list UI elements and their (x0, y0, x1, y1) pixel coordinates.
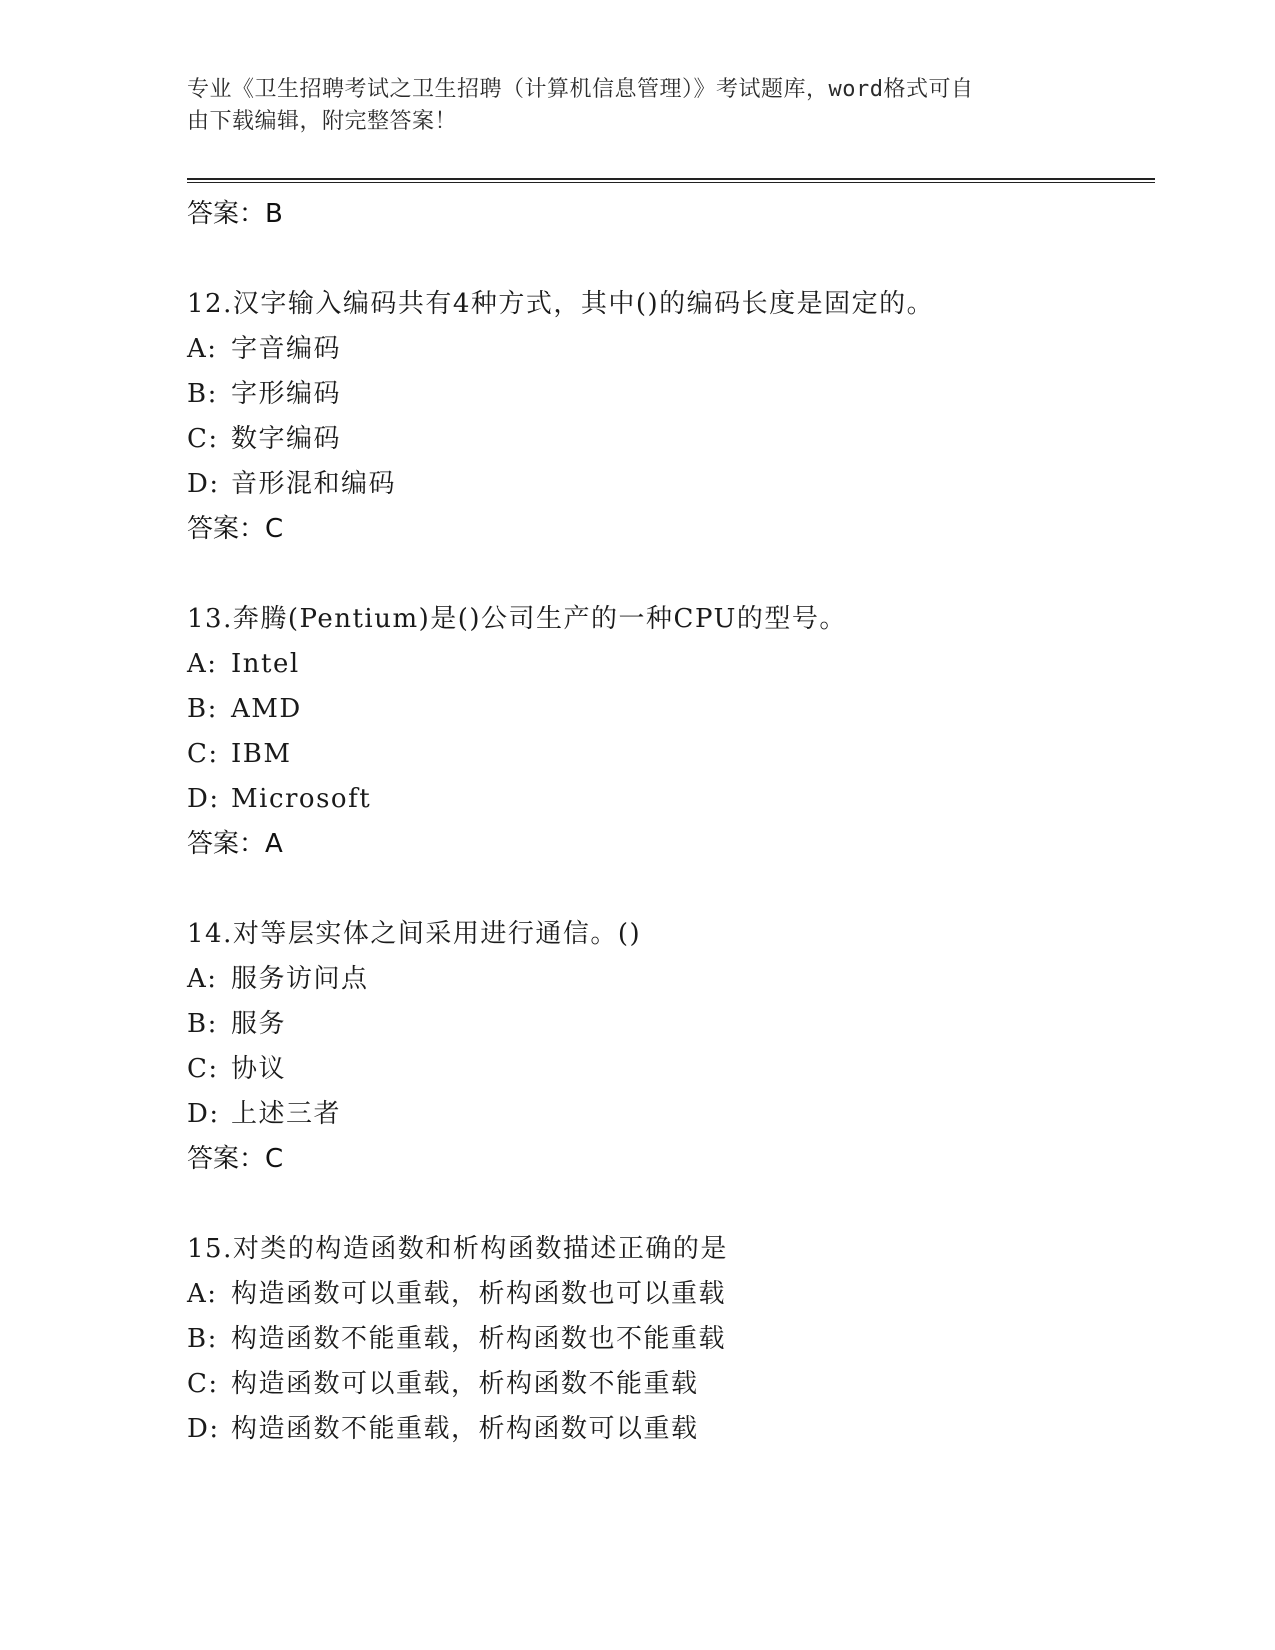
header-divider (187, 178, 1155, 183)
option-key: B: (187, 1324, 218, 1354)
option-b (187, 372, 1147, 417)
option-text: 数字编码 (231, 424, 342, 454)
option-key: A: (187, 334, 218, 364)
question-list (187, 192, 1147, 1452)
option-a (187, 957, 1147, 1002)
header-line-1: 专业《卫生招聘考试之卫生招聘（计算机信息管理）》考试题库，word格式可自 (187, 77, 974, 102)
option-key: A: (187, 649, 218, 679)
question-stem: 13.奔腾(Pentium)是()公司生产的一种CPU的型号。 (187, 604, 847, 634)
option-key: D: (187, 784, 220, 814)
option-c (187, 1362, 1147, 1407)
question-13 (187, 597, 1147, 866)
option-key: B: (187, 1009, 218, 1039)
option-key: D: (187, 1414, 220, 1444)
option-d (187, 1407, 1147, 1452)
document-header (187, 74, 1067, 138)
option-a (187, 1272, 1147, 1317)
option-text: 上述三者 (231, 1099, 342, 1129)
option-key: B: (187, 379, 218, 409)
answer-line: 答案：A (187, 829, 283, 859)
option-key: A: (187, 964, 218, 994)
option-text: 服务访问点 (231, 964, 369, 994)
option-text: IBM (231, 739, 292, 769)
option-text: 字形编码 (231, 379, 342, 409)
option-text: 构造函数不能重载，析构函数可以重载 (231, 1414, 699, 1444)
option-text: 构造函数可以重载，析构函数也可以重载 (231, 1279, 727, 1309)
option-key: B: (187, 694, 218, 724)
answer-line: 答案：B (187, 199, 283, 229)
answer-line: 答案：C (187, 1144, 284, 1174)
option-text: 字音编码 (231, 334, 342, 364)
question-12 (187, 282, 1147, 551)
option-c (187, 732, 1147, 777)
option-text: AMD (231, 694, 302, 724)
option-text: 构造函数不能重载，析构函数也不能重载 (231, 1324, 727, 1354)
option-key: D: (187, 1099, 220, 1129)
option-a (187, 642, 1147, 687)
option-text: 服务 (231, 1009, 287, 1039)
option-text: 音形混和编码 (231, 469, 397, 499)
option-key: C: (187, 739, 219, 769)
option-text: Intel (231, 649, 300, 679)
option-c (187, 1047, 1147, 1092)
option-d (187, 1092, 1147, 1137)
question-15 (187, 1227, 1147, 1452)
question-stem: 15.对类的构造函数和析构函数描述正确的是 (187, 1234, 728, 1264)
question-14 (187, 912, 1147, 1181)
option-a (187, 327, 1147, 372)
question-stem: 12.汉字输入编码共有4种方式，其中()的编码长度是固定的。 (187, 289, 935, 319)
option-b (187, 1002, 1147, 1047)
option-key: C: (187, 1054, 219, 1084)
option-key: D: (187, 469, 220, 499)
option-text: 协议 (231, 1054, 287, 1084)
option-d (187, 777, 1147, 822)
option-b (187, 1317, 1147, 1362)
option-key: C: (187, 424, 219, 454)
option-key: A: (187, 1279, 218, 1309)
question-stem: 14.对等层实体之间采用进行通信。() (187, 919, 642, 949)
option-text: Microsoft (231, 784, 372, 814)
option-d (187, 462, 1147, 507)
option-text: 构造函数可以重载，析构函数不能重载 (231, 1369, 699, 1399)
option-key: C: (187, 1369, 219, 1399)
header-line-2: 由下载编辑，附完整答案！ (187, 109, 458, 134)
answer-line: 答案：C (187, 514, 284, 544)
option-c (187, 417, 1147, 462)
option-b (187, 687, 1147, 732)
